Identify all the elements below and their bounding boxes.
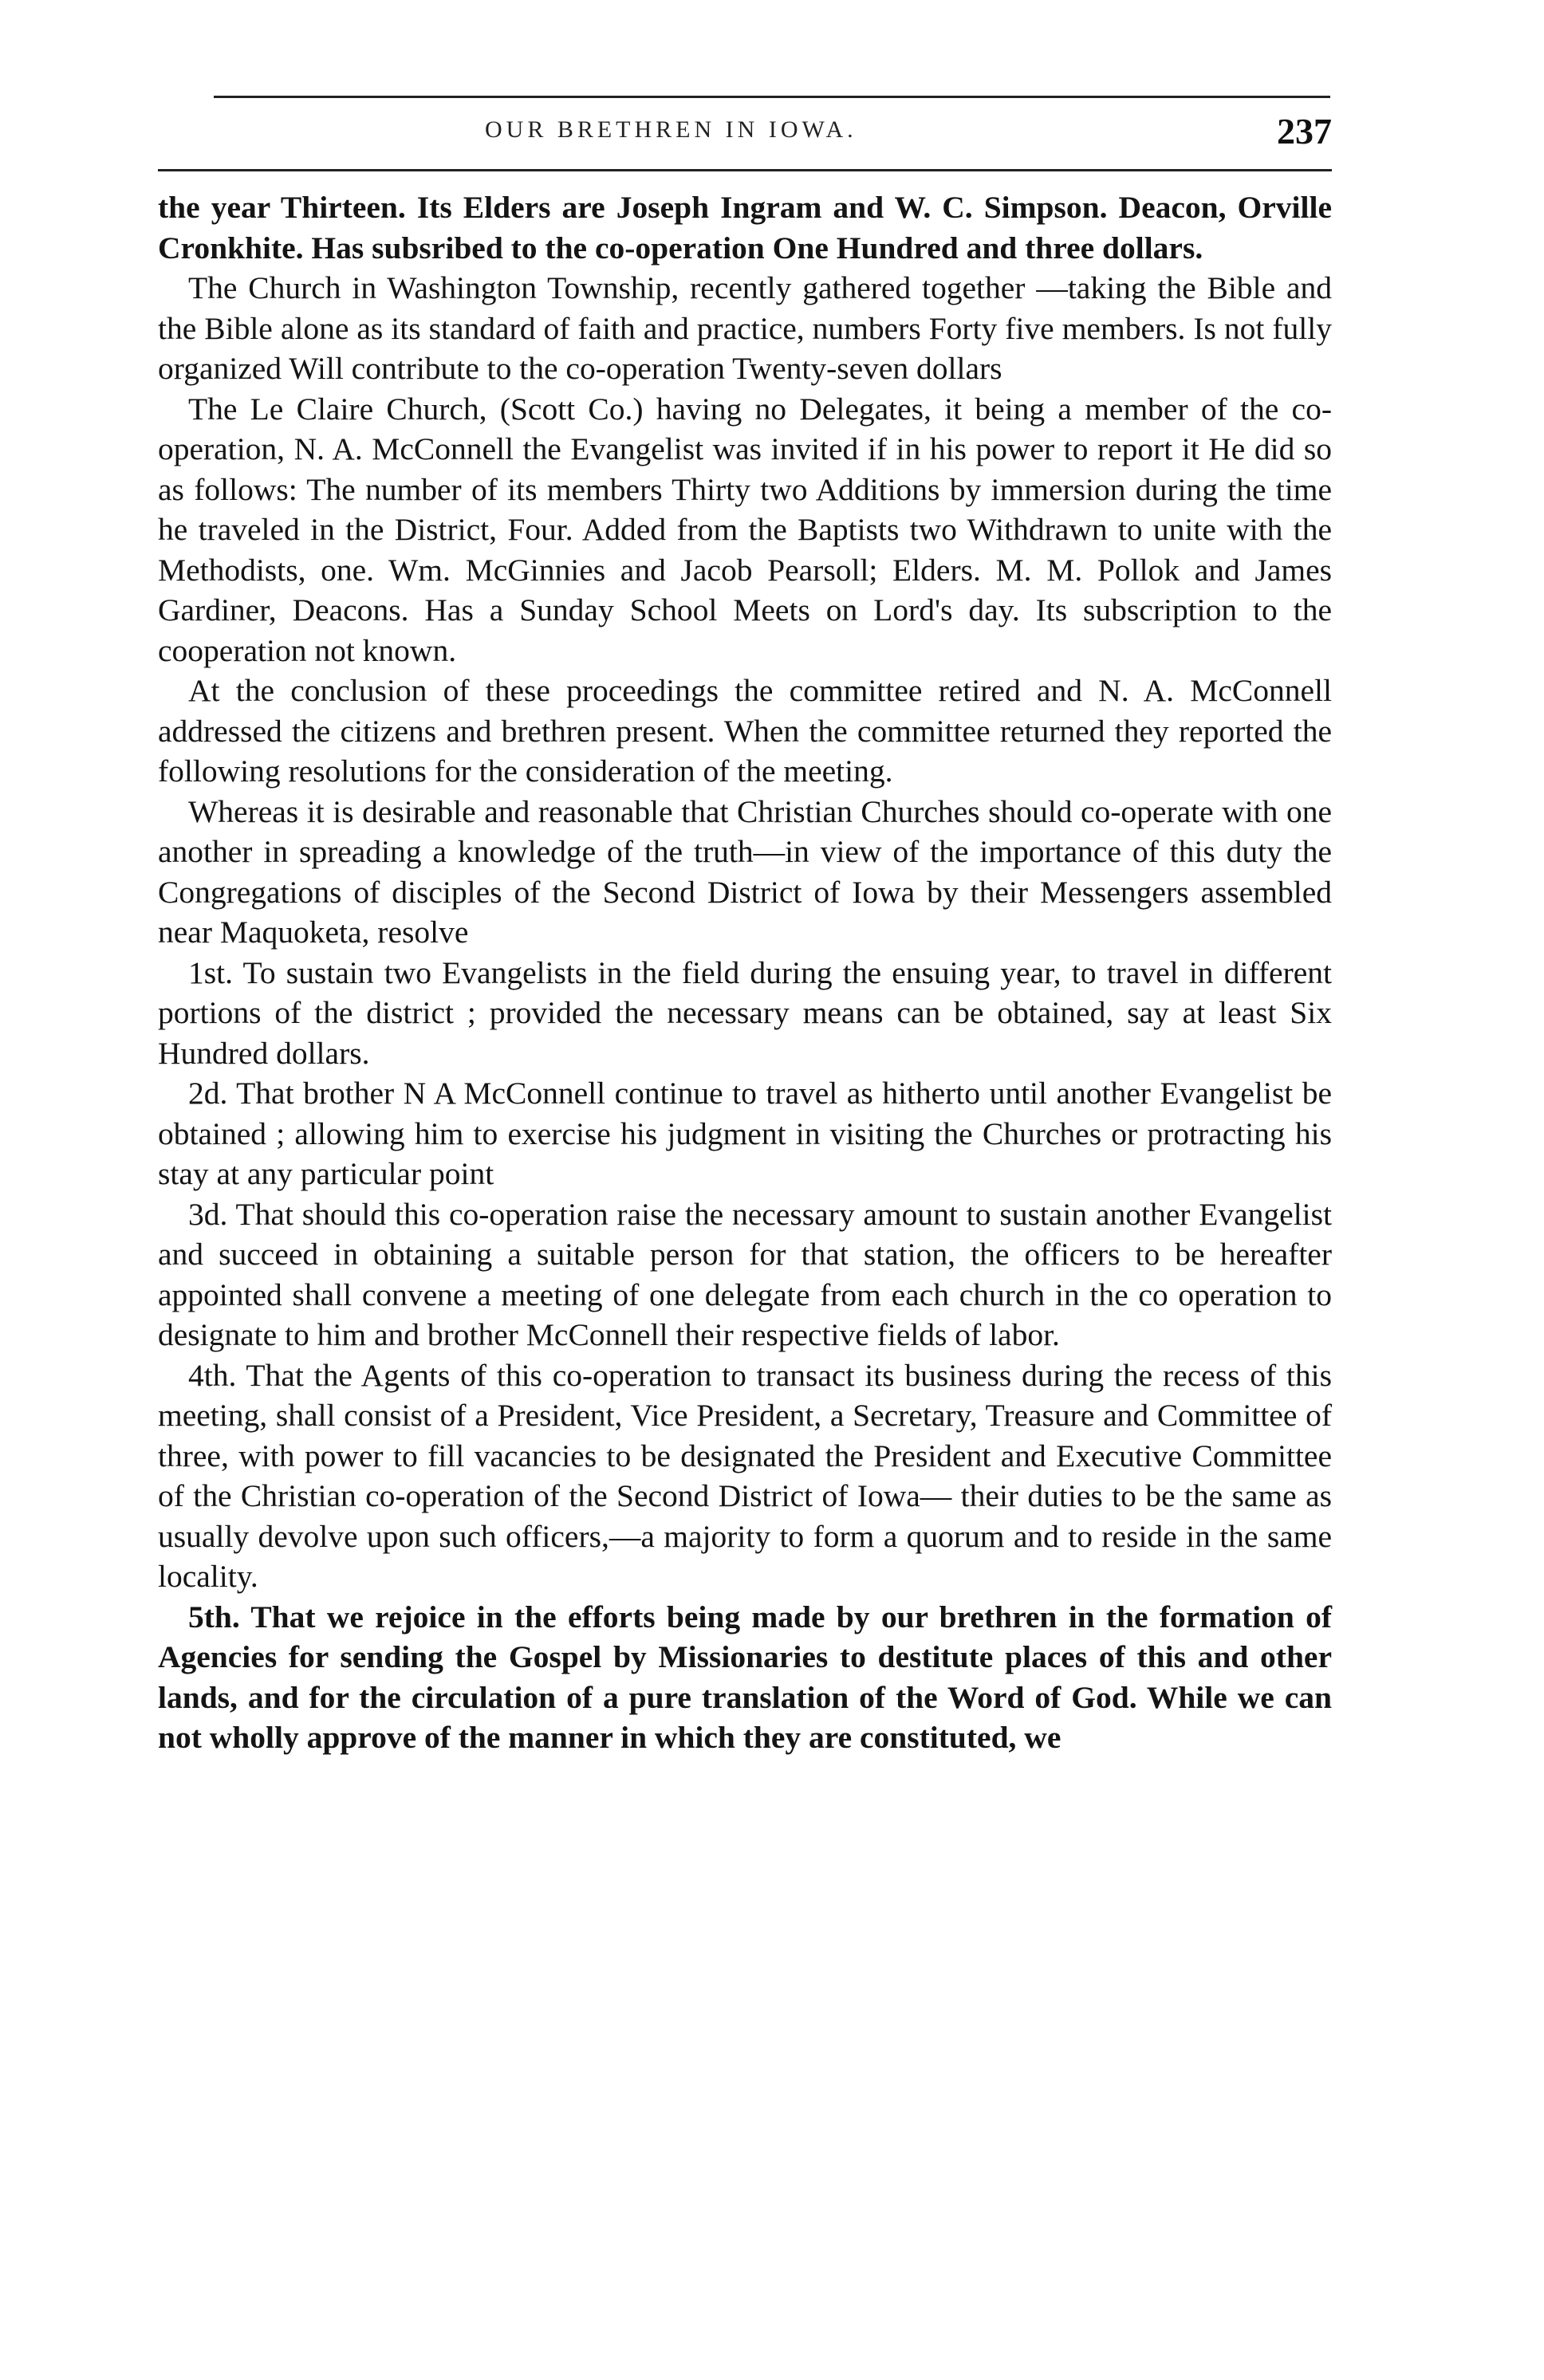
top-rule (214, 96, 1330, 98)
paragraph-washington-church: The Church in Washington Township, recently gathered together —taking the Bible and the Bible alone as its standard of faith and practice, numbers Forty five members. Is not fully organized Will contribute to the co-operation Twenty-seven dollars (158, 270, 1332, 386)
page-number: 237 (1277, 111, 1332, 151)
paragraph-whereas-preamble: Whereas it is desirable and reasonable that Christian Churches should co-operate with one another in spreading a knowledge of the truth—in view of the importance of this duty the Congregations of disciples of the Second District of Iowa by their Messengers assembled near Maquoketa, resolve (158, 793, 1332, 950)
resolution-fourth: 4th. That the Agents of this co-operation to transact its business during the recess of this meeting, shall consist of a President, Vice President, a Secretary, Treasure and Committee of three, with power to fill vacancies to be designated the President and Executive Committee of the Christian co-operation of the Second District of Iowa— their duties to be the same as usually devolve upon such officers,—a majority to form a quorum and to reside in the same locality. (158, 1357, 1332, 1594)
body-text (158, 187, 1332, 1758)
paragraph-committee-conclusion: At the conclusion of these proceedings the committee retired and N. A. McConnell addressed the citizens and brethren present. When the committee returned they reported the following resolutions for the consideration of the meeting. (158, 673, 1332, 789)
resolution-fifth: 5th. That we rejoice in the efforts being made by our brethren in the formation of Agencies for sending the Gospel by Missionaries to destitute places of this and other lands, and for the circulation of a pure translation of the Word of God. While we can not wholly approve of the manner in which they are constituted, we (158, 1599, 1332, 1755)
resolution-second: 2d. That brother N A McConnell continue to travel as hitherto until another Evangelist be obtained ; allowing him to exercise his judgment in visiting the Churches or protracting his stay at any particular point (158, 1076, 1332, 1191)
resolution-first: 1st. To sustain two Evangelists in the field during the ensuing year, to travel in different portions of the district ; provided the necessary means can be obtained, say at least Six Hundred dollars. (158, 954, 1332, 1071)
paragraph-le-claire-church: The Le Claire Church, (Scott Co.) having no Delegates, it being a member of the co-operation, N. A. McConnell the Evangelist was invited if in his power to report it He did so as follows: The number of its members Thirty two Additions by immersion during the time he traveled in the District, Four. Added from the Baptists two Withdrawn to unite with the Methodists, one. Wm. McGinnies and Jacob Pearsoll; Elders. M. M. Pollok and James Gardiner, Deacons. Has a Sunday School Meets on Lord's day. Its subscription to the cooperation not known. (158, 391, 1332, 668)
resolution-third: 3d. That should this co-operation raise the necessary amount to sustain another Evangelist and succeed in obtaining a suitable person for that station, the officers to be hereafter appointed shall convene a meeting of one delegate from each church in the co operation to designate to him and brother McConnell their respective fields of labor. (158, 1196, 1332, 1352)
running-head (158, 110, 1332, 161)
running-title: OUR BRETHREN IN IOWA. (485, 116, 857, 143)
header-rule (158, 169, 1332, 171)
paragraph-continuation: the year Thirteen. Its Elders are Joseph Ingram and W. C. Simpson. Deacon, Orville Cronkhite. Has subsribed to the co-operation One Hundred and three dollars. (158, 190, 1332, 266)
